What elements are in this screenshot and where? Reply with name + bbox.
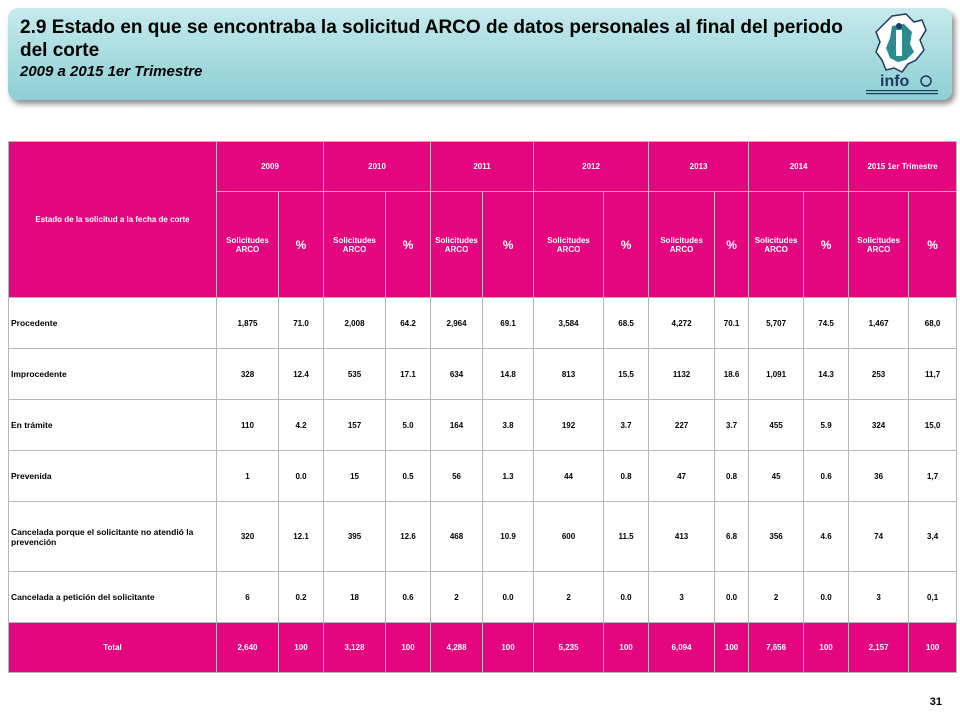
pct-cell: 6.8 — [715, 502, 749, 572]
pct-subheader: % — [483, 192, 534, 298]
pct-cell: 0.0 — [279, 451, 324, 502]
pct-cell: 15.5 — [604, 349, 649, 400]
total-pct-cell: 100 — [804, 623, 849, 673]
count-cell: 164 — [431, 400, 483, 451]
total-pct-cell: 100 — [715, 623, 749, 673]
year-header: 2010 — [324, 142, 431, 192]
pct-subheader: % — [715, 192, 749, 298]
slide-title: 2.9 Estado en que se encontraba la solicitud ARCO de datos personales al final del periodo del corte — [20, 17, 843, 61]
pct-cell: 0.8 — [715, 451, 749, 502]
pct-cell: 0.6 — [386, 572, 431, 623]
count-cell: 4,272 — [649, 298, 715, 349]
pct-cell: 71.0 — [279, 298, 324, 349]
pct-cell: 18.6 — [715, 349, 749, 400]
year-header: 2014 — [749, 142, 849, 192]
total-label: Total — [9, 623, 217, 673]
arco-status-table — [8, 141, 957, 673]
pct-cell: 12.1 — [279, 502, 324, 572]
page-number: 31 — [929, 696, 942, 708]
count-subheader: Solicitudes ARCO — [649, 192, 715, 298]
row-label: Improcedente — [9, 349, 217, 400]
pct-cell: 15,0 — [909, 400, 957, 451]
year-header: 2015 1er Trimestre — [849, 142, 957, 192]
pct-cell: 14.8 — [483, 349, 534, 400]
pct-cell: 0.0 — [483, 572, 534, 623]
count-cell: 320 — [217, 502, 279, 572]
pct-cell: 3.7 — [604, 400, 649, 451]
total-pct-cell: 100 — [386, 623, 431, 673]
count-cell: 2 — [749, 572, 804, 623]
total-count-cell: 6,094 — [649, 623, 715, 673]
table-row — [9, 502, 957, 572]
pct-cell: 0.0 — [604, 572, 649, 623]
count-cell: 44 — [534, 451, 604, 502]
count-cell: 468 — [431, 502, 483, 572]
pct-cell: 0.5 — [386, 451, 431, 502]
count-cell: 535 — [324, 349, 386, 400]
table-row — [9, 451, 957, 502]
pct-cell: 70.1 — [715, 298, 749, 349]
count-cell: 227 — [649, 400, 715, 451]
count-cell: 455 — [749, 400, 804, 451]
count-cell: 253 — [849, 349, 909, 400]
year-header: 2009 — [217, 142, 324, 192]
logo-wordmark: info — [880, 73, 910, 90]
count-cell: 45 — [749, 451, 804, 502]
count-cell: 36 — [849, 451, 909, 502]
pct-cell: 3,4 — [909, 502, 957, 572]
pct-cell: 64.2 — [386, 298, 431, 349]
row-label: Cancelada a petición del solicitante — [9, 572, 217, 623]
pct-cell: 10.9 — [483, 502, 534, 572]
count-subheader: Solicitudes ARCO — [431, 192, 483, 298]
pct-cell: 4.6 — [804, 502, 849, 572]
total-pct-cell: 100 — [279, 623, 324, 673]
pct-cell: 74.5 — [804, 298, 849, 349]
year-header: 2011 — [431, 142, 534, 192]
pct-cell: 0.0 — [715, 572, 749, 623]
total-count-cell: 3,128 — [324, 623, 386, 673]
total-count-cell: 7,656 — [749, 623, 804, 673]
year-header: 2012 — [534, 142, 649, 192]
count-cell: 2 — [431, 572, 483, 623]
count-cell: 2,964 — [431, 298, 483, 349]
count-cell: 1,091 — [749, 349, 804, 400]
total-count-cell: 4,288 — [431, 623, 483, 673]
pct-cell: 1.3 — [483, 451, 534, 502]
pct-subheader: % — [279, 192, 324, 298]
count-cell: 110 — [217, 400, 279, 451]
pct-cell: 12.4 — [279, 349, 324, 400]
count-cell: 1,467 — [849, 298, 909, 349]
pct-subheader: % — [386, 192, 431, 298]
count-cell: 600 — [534, 502, 604, 572]
pct-cell: 5.0 — [386, 400, 431, 451]
count-subheader: Solicitudes ARCO — [324, 192, 386, 298]
total-count-cell: 5,235 — [534, 623, 604, 673]
total-count-cell: 2,157 — [849, 623, 909, 673]
row-label: Prevenida — [9, 451, 217, 502]
pct-cell: 0.8 — [604, 451, 649, 502]
row-header-cell: Estado de la solicitud a la fecha de corte — [9, 142, 217, 298]
pct-cell: 0.6 — [804, 451, 849, 502]
total-pct-cell: 100 — [604, 623, 649, 673]
pct-cell: 12.6 — [386, 502, 431, 572]
count-cell: 395 — [324, 502, 386, 572]
pct-cell: 0,1 — [909, 572, 957, 623]
year-header-row — [9, 142, 957, 192]
total-row — [9, 623, 957, 673]
count-cell: 56 — [431, 451, 483, 502]
pct-cell: 0.2 — [279, 572, 324, 623]
total-pct-cell: 100 — [909, 623, 957, 673]
count-subheader: Solicitudes ARCO — [849, 192, 909, 298]
count-subheader: Solicitudes ARCO — [534, 192, 604, 298]
count-cell: 1 — [217, 451, 279, 502]
count-cell: 6 — [217, 572, 279, 623]
pct-cell: 3.7 — [715, 400, 749, 451]
count-cell: 413 — [649, 502, 715, 572]
table-row — [9, 572, 957, 623]
count-subheader: Solicitudes ARCO — [217, 192, 279, 298]
pct-subheader: % — [909, 192, 957, 298]
slide-header — [8, 8, 952, 100]
count-cell: 74 — [849, 502, 909, 572]
count-cell: 634 — [431, 349, 483, 400]
table-row — [9, 400, 957, 451]
count-cell: 3,584 — [534, 298, 604, 349]
row-label: Procedente — [9, 298, 217, 349]
count-cell: 2,008 — [324, 298, 386, 349]
count-cell: 1,875 — [217, 298, 279, 349]
count-subheader: Solicitudes ARCO — [749, 192, 804, 298]
table-row — [9, 298, 957, 349]
count-cell: 324 — [849, 400, 909, 451]
pct-subheader: % — [804, 192, 849, 298]
pct-cell: 1,7 — [909, 451, 957, 502]
row-label: Cancelada porque el solicitante no atendió la prevención — [9, 502, 217, 572]
count-cell: 157 — [324, 400, 386, 451]
pct-cell: 11,7 — [909, 349, 957, 400]
count-cell: 192 — [534, 400, 604, 451]
count-cell: 47 — [649, 451, 715, 502]
count-cell: 813 — [534, 349, 604, 400]
count-cell: 5,707 — [749, 298, 804, 349]
infodf-logo — [862, 12, 942, 98]
row-label: En trámite — [9, 400, 217, 451]
count-cell: 1132 — [649, 349, 715, 400]
pct-cell: 5.9 — [804, 400, 849, 451]
total-count-cell: 2,640 — [217, 623, 279, 673]
total-pct-cell: 100 — [483, 623, 534, 673]
count-cell: 15 — [324, 451, 386, 502]
count-cell: 3 — [649, 572, 715, 623]
table-row — [9, 349, 957, 400]
pct-cell: 69.1 — [483, 298, 534, 349]
pct-cell: 14.3 — [804, 349, 849, 400]
count-cell: 3 — [849, 572, 909, 623]
count-cell: 328 — [217, 349, 279, 400]
count-cell: 2 — [534, 572, 604, 623]
pct-cell: 68.5 — [604, 298, 649, 349]
pct-cell: 0.0 — [804, 572, 849, 623]
pct-cell: 17.1 — [386, 349, 431, 400]
slide-subtitle: 2009 a 2015 1er Trimestre — [20, 63, 203, 80]
count-cell: 356 — [749, 502, 804, 572]
count-cell: 18 — [324, 572, 386, 623]
pct-cell: 3.8 — [483, 400, 534, 451]
pct-cell: 4.2 — [279, 400, 324, 451]
pct-cell: 68,0 — [909, 298, 957, 349]
pct-subheader: % — [604, 192, 649, 298]
year-header: 2013 — [649, 142, 749, 192]
pct-cell: 11.5 — [604, 502, 649, 572]
